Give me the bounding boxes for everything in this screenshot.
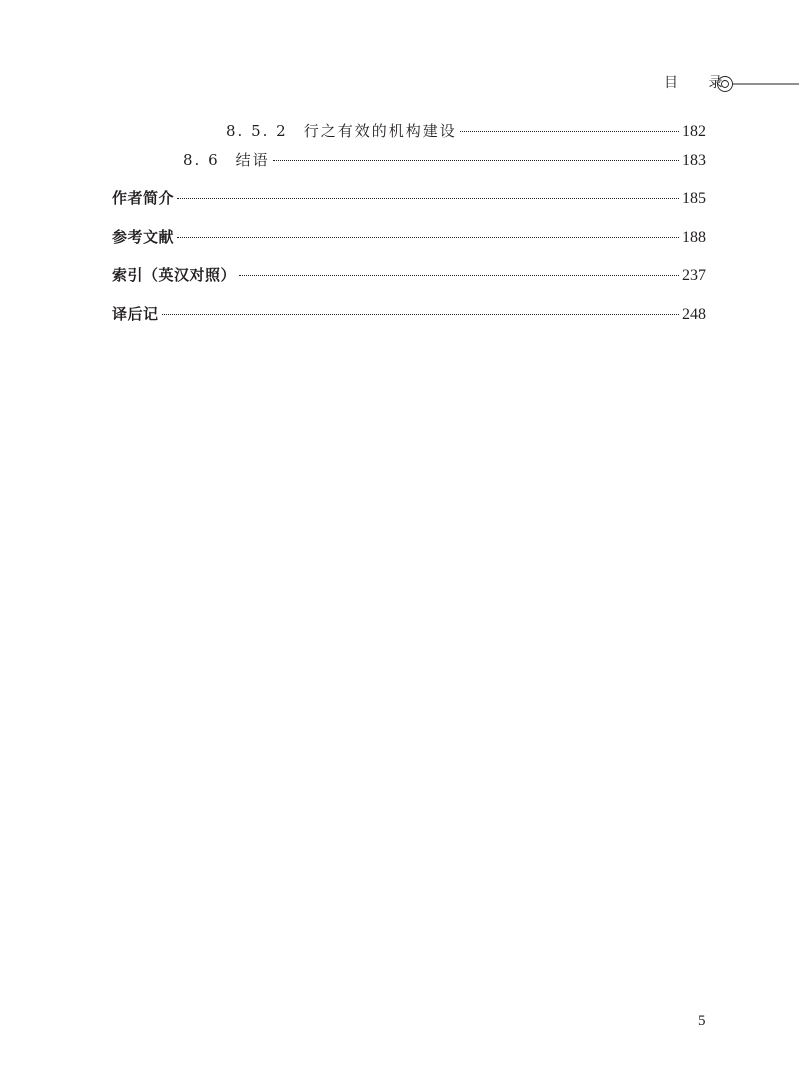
toc-entry-index[interactable] xyxy=(112,264,706,286)
entry-title: 索引（英汉对照） xyxy=(112,266,237,284)
page-number: 5 xyxy=(698,1013,706,1029)
dot-leader xyxy=(460,131,679,132)
running-head-title: 目 录 xyxy=(664,75,736,91)
entry-number: 8. 5. 2 xyxy=(226,122,288,140)
entry-page-number: 188 xyxy=(682,229,706,246)
entry-title: 行之有效的机构建设 xyxy=(303,122,457,140)
dot-leader xyxy=(177,198,679,199)
toc-entry-references[interactable] xyxy=(112,226,706,248)
entry-page-number: 185 xyxy=(682,190,706,207)
running-head xyxy=(640,72,799,96)
entry-page-number: 237 xyxy=(682,267,706,284)
entry-page-number: 182 xyxy=(682,123,706,140)
entry-title: 译后记 xyxy=(112,305,159,323)
entry-number: 8. 6 xyxy=(183,151,220,169)
toc-entry-author-bios[interactable] xyxy=(112,187,706,209)
entry-title: 参考文献 xyxy=(112,228,175,246)
dot-leader xyxy=(162,314,679,315)
entry-page-number: 248 xyxy=(682,306,706,323)
entry-title: 结语 xyxy=(235,151,270,169)
dot-leader xyxy=(177,237,679,238)
dot-leader xyxy=(239,275,679,276)
header-ornament-icon xyxy=(713,74,799,94)
entry-title: 作者简介 xyxy=(112,189,175,207)
dot-leader xyxy=(273,160,679,161)
toc-entry-8-5-2[interactable] xyxy=(226,120,706,142)
toc-entry-afterword[interactable] xyxy=(112,303,706,325)
toc-entry-8-6[interactable] xyxy=(183,149,706,171)
entry-page-number: 183 xyxy=(682,152,706,169)
